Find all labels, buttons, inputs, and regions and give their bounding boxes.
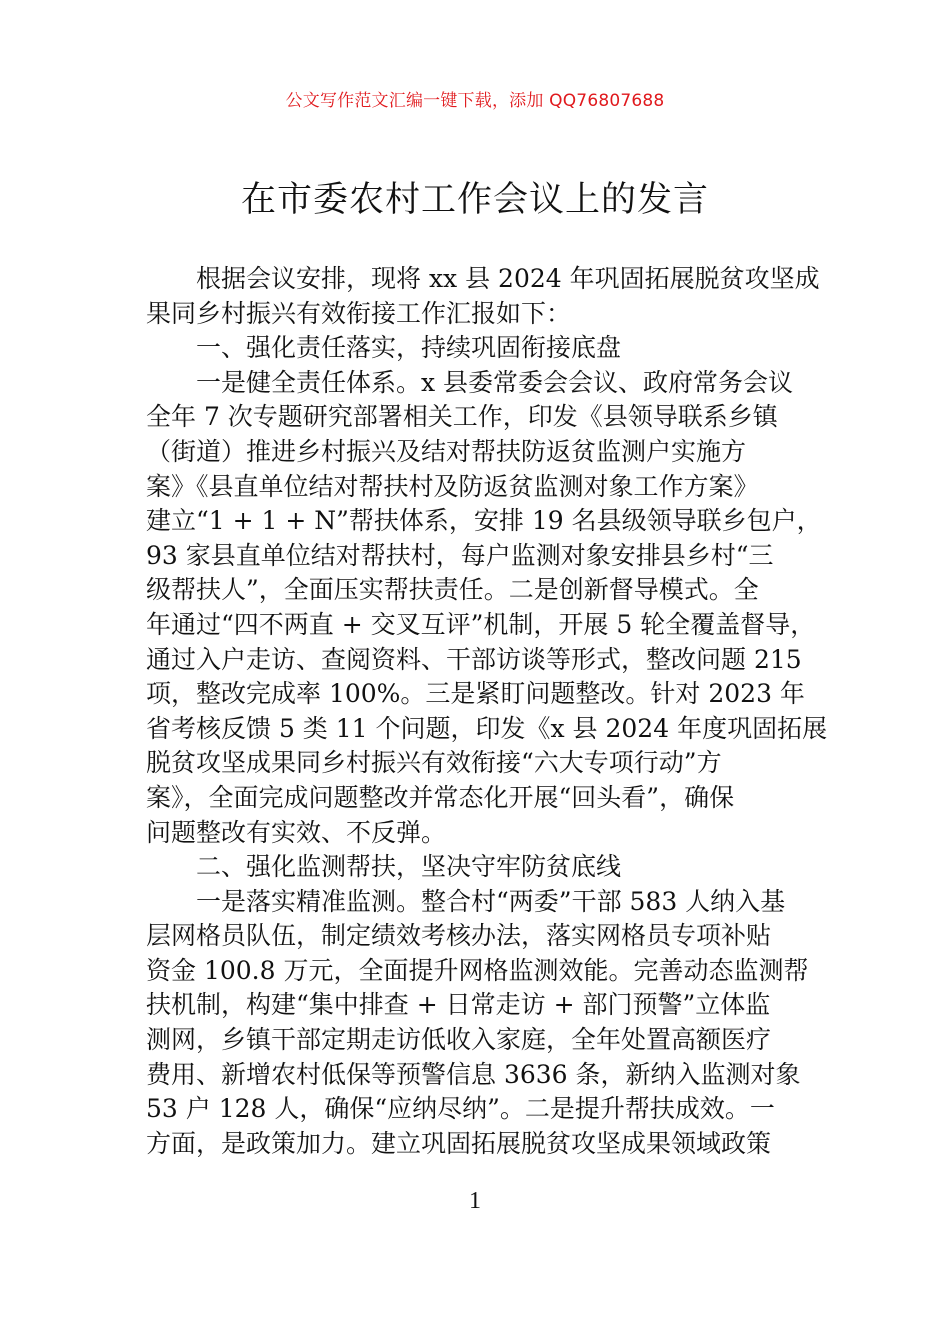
body-line: 测网，乡镇干部定期走访低收入家庭，全年处置高额医疗 — [146, 1025, 772, 1055]
section-heading: 一、强化责任落实，持续巩固衔接底盘 — [196, 333, 622, 363]
body-line: 省考核反馈 5 类 11 个问题，印发《x 县 2024 年度巩固拓展 — [146, 713, 828, 743]
page-number: 1 — [469, 1188, 481, 1214]
body-line: 案》《县直单位结对帮扶村及防返贫监测对象工作方案》 — [146, 471, 759, 501]
body-line: 层网格员队伍，制定绩效考核办法，落实网格员专项补贴 — [146, 921, 772, 951]
body-line: 费用、新增农村低保等预警信息 3636 条，新纳入监测对象 — [146, 1059, 801, 1089]
body-line: 一是健全责任体系。x 县委常委会会议、政府常务会议 — [196, 367, 794, 397]
body-line: 建立“1 + 1 + N”帮扶体系，安排 19 名县级领导联乡包户， — [146, 506, 822, 536]
body-line: 根据会议安排，现将 xx 县 2024 年巩固拓展脱贫攻坚成 — [196, 264, 820, 293]
body-line: 脱贫攻坚成果同乡村振兴有效衔接“六大专项行动”方 — [146, 748, 722, 778]
body-line: 项，整改完成率 100%。三是紧盯问题整改。针对 2023 年 — [146, 679, 805, 709]
body-line: 全年 7 次专题研究部署相关工作，印发《县领导联系乡镇 — [146, 402, 778, 432]
body-line: （街道）推进乡村振兴及结对帮扶防返贫监测户实施方 — [146, 436, 747, 466]
document-body — [146, 262, 830, 1161]
download-banner: 公文写作范文汇编一键下载，添加 QQ76807688 — [285, 91, 665, 111]
body-line: 案》，全面完成问题整改并常态化开展“回头看”，确保 — [146, 782, 735, 812]
body-line: 93 家县直单位结对帮扶村，每户监测对象安排县乡村“三 — [146, 540, 774, 570]
section-heading: 二、强化监测帮扶，坚决守牢防贫底线 — [196, 852, 622, 882]
body-line: 果同乡村振兴有效衔接工作汇报如下： — [146, 298, 572, 328]
body-line: 年通过“四不两直 + 交叉互评”机制，开展 5 轮全覆盖督导， — [146, 609, 816, 639]
document-title: 在市委农村工作会议上的发言 — [240, 180, 709, 220]
body-line: 问题整改有实效、不反弹。 — [146, 817, 447, 847]
body-line: 扶机制，构建“集中排查 + 日常走访 + 部门预警”立体监 — [146, 990, 771, 1020]
body-line: 资金 100.8 万元，全面提升网格监测效能。完善动态监测帮 — [146, 955, 809, 985]
body-line: 级帮扶人”，全面压实帮扶责任。二是创新督导模式。全 — [146, 575, 759, 605]
body-line: 一是落实精准监测。整合村“两委”干部 583 人纳入基 — [196, 886, 786, 916]
body-line: 53 户 128 人，确保“应纳尽纳”。二是提升帮扶成效。一 — [146, 1094, 775, 1124]
body-line: 方面，是政策加力。建立巩固拓展脱贫攻坚成果领域政策 — [146, 1128, 772, 1158]
body-line: 通过入户走访、查阅资料、干部访谈等形式，整改问题 215 — [146, 644, 802, 674]
